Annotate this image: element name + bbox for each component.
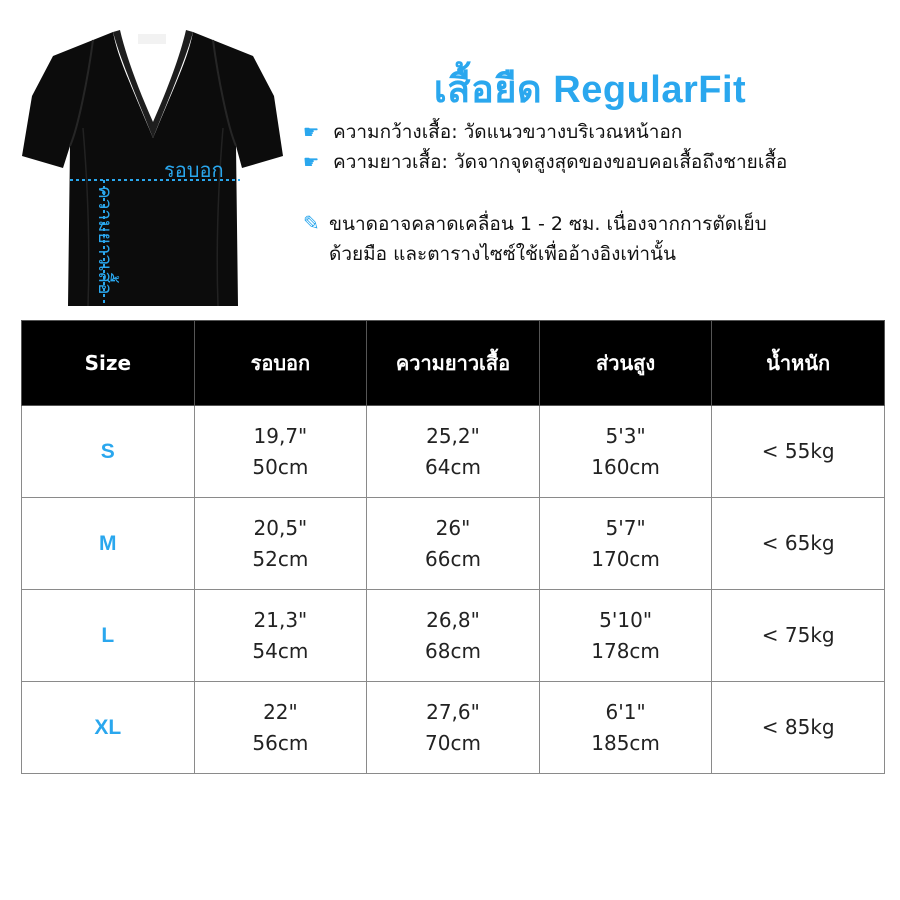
size-value: XL (22, 682, 195, 774)
length-measure-label: ความยาวเสื้อ (94, 186, 116, 295)
weight-cell: < 65kg (712, 498, 885, 590)
chest-cell (194, 682, 367, 774)
length-cm: 66cm (425, 546, 481, 571)
length-cm: 70cm (425, 730, 481, 755)
disclaimer-line-2: ด้วยมือ และตารางไซซ์ใช้เพื่ออ้างอิงเท่านั้น (329, 243, 677, 265)
table-row (22, 682, 885, 774)
chest-inch: 20,5" (253, 515, 308, 540)
height-cell (539, 498, 712, 590)
height-cm: 160cm (591, 454, 660, 479)
chest-cm: 56cm (252, 730, 309, 755)
weight-cell: < 75kg (712, 590, 885, 682)
height-ft: 5'10" (599, 607, 653, 632)
header-height: ส่วนสูง (539, 321, 712, 406)
header-weight: น้ำหนัก (712, 321, 885, 406)
height-cm: 170cm (591, 546, 660, 571)
length-cm: 68cm (425, 638, 481, 663)
height-ft: 5'7" (605, 515, 646, 540)
length-inch: 25,2" (426, 423, 480, 448)
length-inch: 26,8" (426, 607, 480, 632)
height-ft: 6'1" (605, 699, 646, 724)
table-row (22, 406, 885, 498)
height-cm: 178cm (591, 638, 660, 663)
header-length: ความยาวเสื้อ (367, 321, 540, 406)
chest-inch: 21,3" (253, 607, 308, 632)
length-inch: 26" (435, 515, 471, 540)
chest-cell (194, 590, 367, 682)
size-value: M (22, 498, 195, 590)
table-row (22, 498, 885, 590)
chest-inch: 22" (263, 699, 298, 724)
pushpin-icon: ✎ (303, 211, 320, 235)
page-title: เสื้อยืด RegularFit (433, 69, 747, 111)
height-cm: 185cm (591, 730, 660, 755)
header-size: Size (22, 321, 195, 406)
chest-cm: 50cm (252, 454, 309, 479)
size-value: S (22, 406, 195, 498)
tshirt-image (18, 18, 288, 310)
length-cell (367, 682, 540, 774)
height-cell (539, 590, 712, 682)
height-ft: 5'3" (605, 423, 646, 448)
note-text: ความยาวเสื้อ: วัดจากจุดสูงสุดของขอบคอเสื้อถึงชายเสื้อ (333, 151, 788, 173)
weight-cell: < 55kg (712, 406, 885, 498)
shirt-illustration (18, 18, 288, 310)
note-text: ความกว้างเสื้อ: วัดแนวขวางบริเวณหน้าอก (333, 121, 683, 143)
table-header-row (22, 321, 885, 406)
note-chest-width (303, 117, 682, 147)
length-cm: 64cm (425, 454, 481, 479)
disclaimer-line-1: ขนาดอาจคลาดเคลื่อน 1 - 2 ซม. เนื่องจากการตัดเย็บ (329, 213, 767, 235)
size-value: L (22, 590, 195, 682)
chest-measure-label: รอบอก (164, 158, 224, 182)
length-cell (367, 406, 540, 498)
weight-cell: < 85kg (712, 682, 885, 774)
chest-cell (194, 406, 367, 498)
note-shirt-length (303, 147, 787, 177)
length-cell (367, 590, 540, 682)
chest-cm: 52cm (252, 546, 309, 571)
header-chest: รอบอก (194, 321, 367, 406)
pointing-hand-icon: ☛ (303, 122, 320, 143)
chest-inch: 19,7" (253, 423, 308, 448)
chest-cm: 54cm (252, 638, 309, 663)
length-cell (367, 498, 540, 590)
length-inch: 27,6" (426, 699, 480, 724)
size-disclaimer (303, 208, 767, 269)
height-cell (539, 682, 712, 774)
chest-cell (194, 498, 367, 590)
size-chart-table (21, 320, 885, 774)
table-row (22, 590, 885, 682)
height-cell (539, 406, 712, 498)
pointing-hand-icon: ☛ (303, 152, 320, 173)
